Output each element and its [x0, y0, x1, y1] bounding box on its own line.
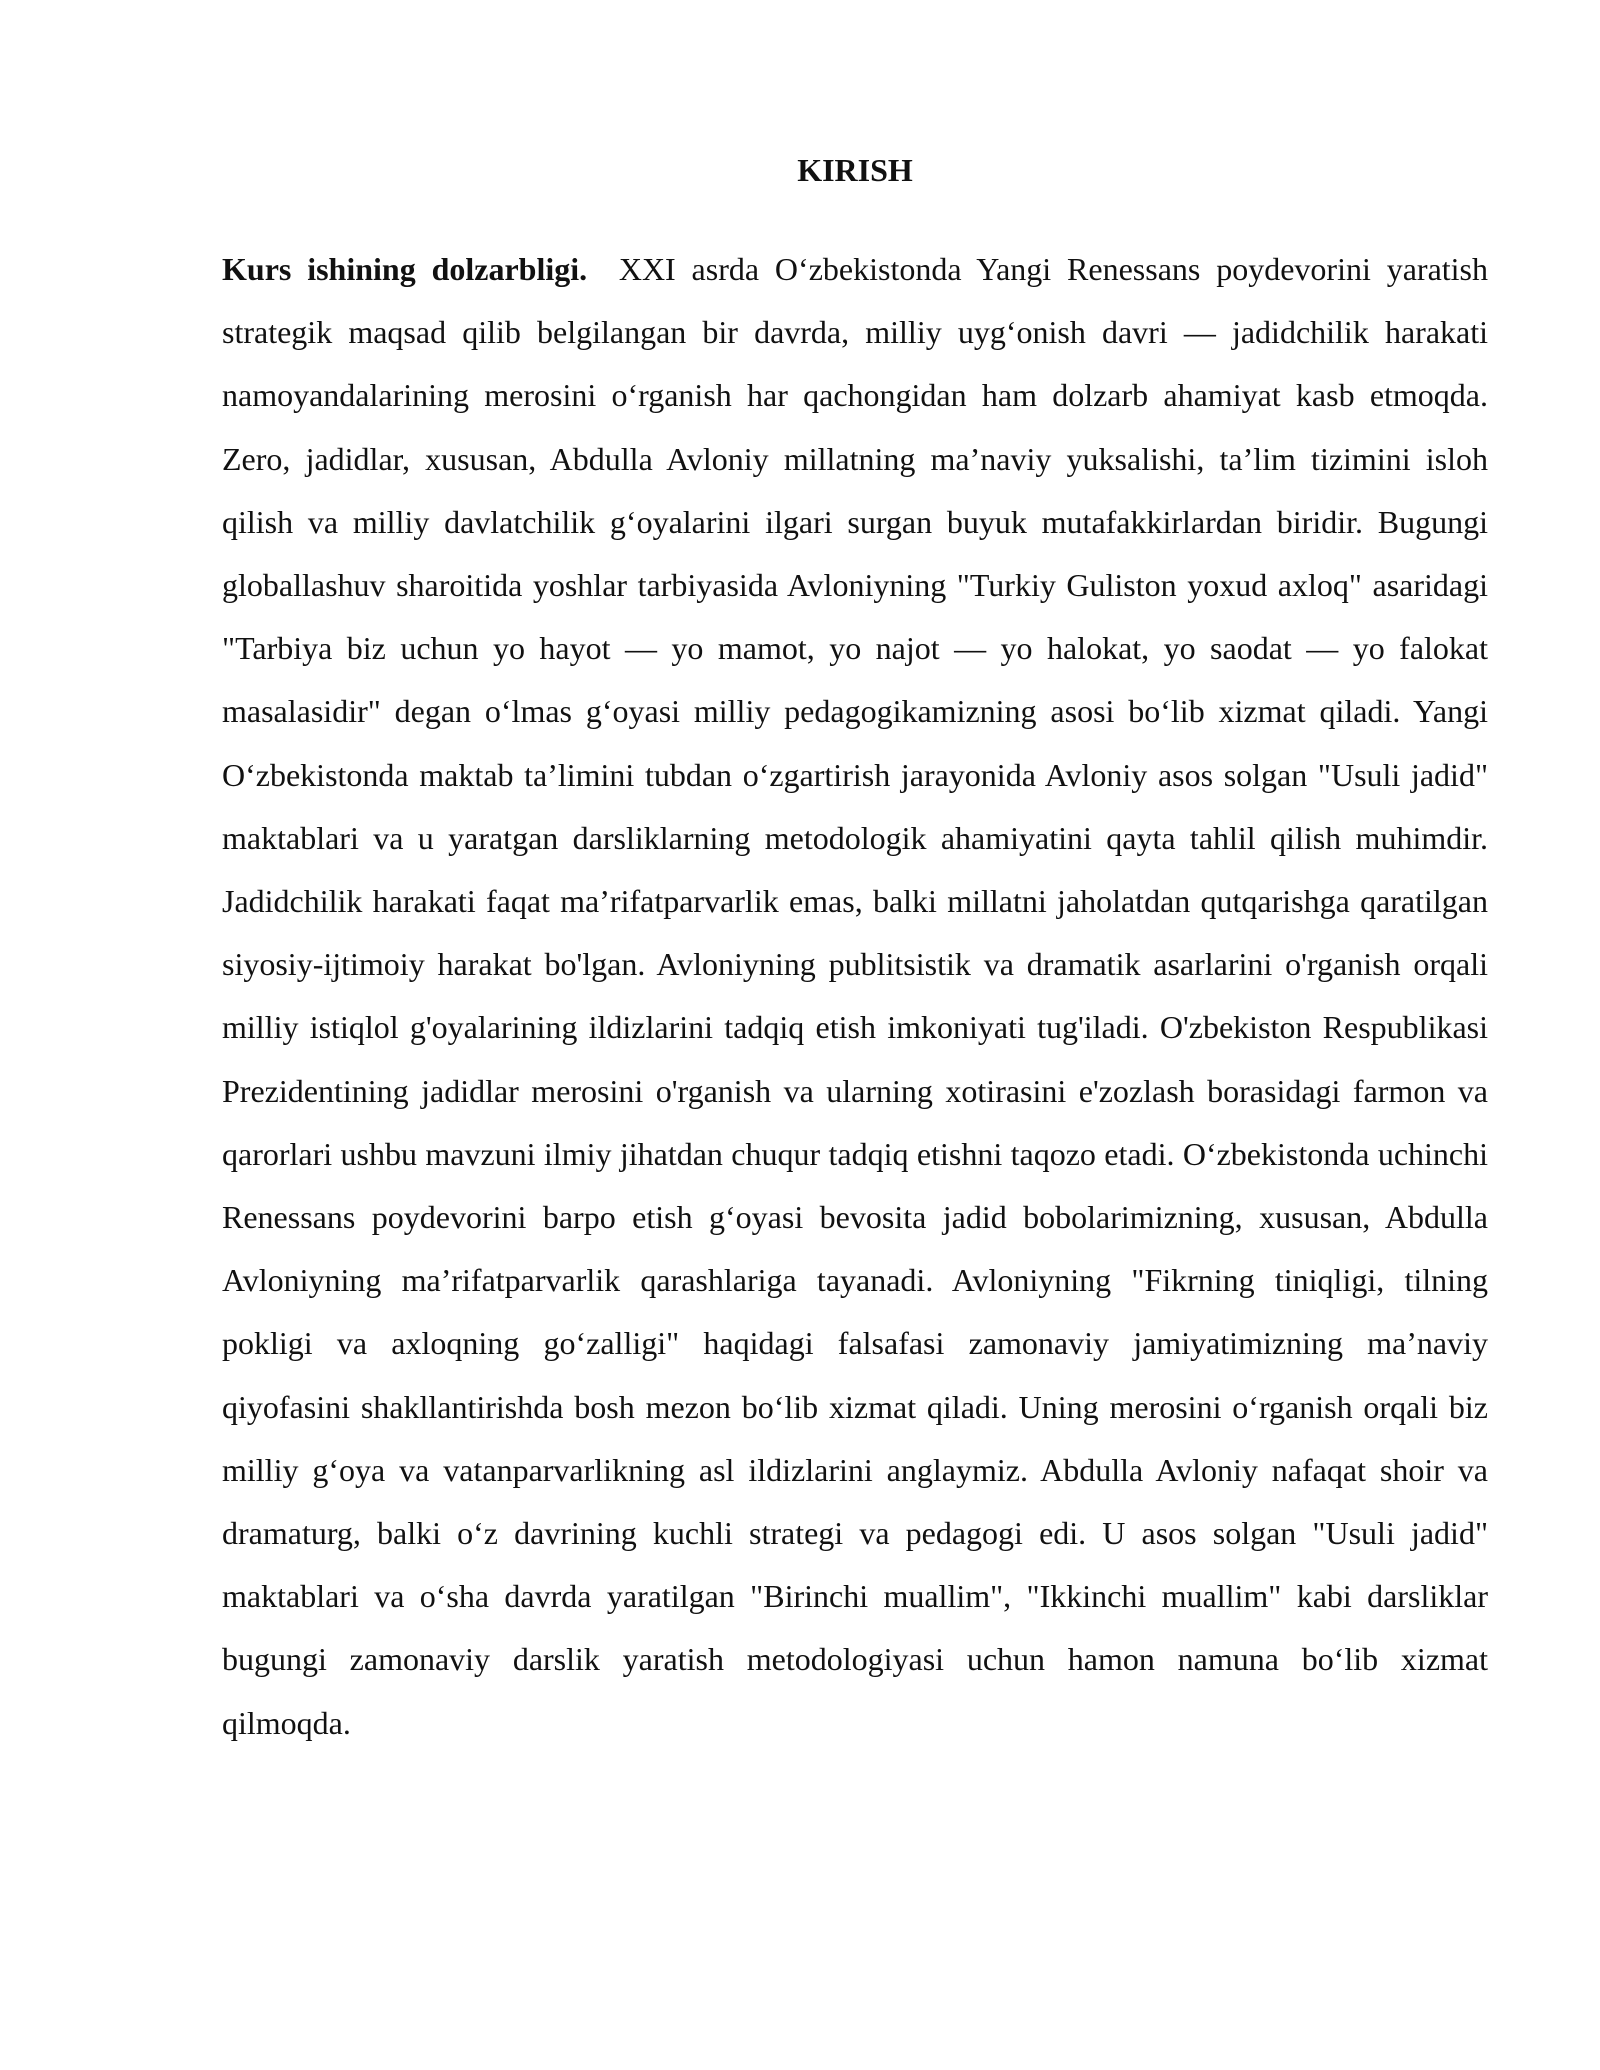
paragraph-text: XXI asrda O‘zbekistonda Yangi Renessans poydevorini yaratish strategik maqsad qilib belgilangan bir davrda, milliy uyg‘onish davri — jadidchilik harakati namoyandalarining merosini o‘rganish har qachongidan ham dolzarb ahamiyat kasb etmoqda. Zero, jadidlar, xususan, Abdulla Avloniy millatning ma’naviy yuksalishi, ta’lim tizimini isloh qilish va milliy davlatchilik g‘oyalarini ilgari surgan buyuk mutafakkirlardan biridir. Bugungi globallashuv sharoitida yoshlar tarbiyasida Avloniyning "Turkiy Guliston yoxud axloq" asaridagi "Tarbiya biz uchun yo hayot — yo mamot, yo najot — yo halokat, yo saodat — yo falokat masalasidir" degan o‘lmas g‘oyasi milliy pedagogikamizning asosi bo‘lib xizmat qiladi. Yangi O‘zbekistonda maktab ta’limini tubdan o‘zgartirish jarayonida Avloniy asos solgan "Usuli jadid" maktablari va u yaratgan darsliklarning metodologik ahamiyatini qayta tahlil qilish muhimdir. Jadidchilik harakati faqat ma’rifatparvarlik emas, balki millatni jaholatdan qutqarishga qaratilgan siyosiy-ijtimoiy harakat bo'lgan. Avloniyning publitsistik va dramatik asarlarini o'rganish orqali milliy istiqlol g'oyalarining ildizlarini tadqiq etish imkoniyati tug'iladi. O'zbekiston Respublikasi Prezidentining jadidlar merosini o'rganish va ularning xotirasini e'zozlash borasidagi farmon va qarorlari ushbu mavzuni ilmiy jihatdan chuqur tadqiq etishni taqozo etadi. O‘zbekistonda uchinchi Renessans poydevorini barpo etish g‘oyasi bevosita jadid bobolarimizning, xususan, Abdulla Avloniyning ma’rifatparvarlik qarashlariga tayanadi. Avloniyning "Fikrning tiniqligi, tilning pokligi va axloqning go‘zalligi" haqidagi falsafasi zamonaviy jamiyatimizning ma’naviy qiyofasini shakllantirishda bosh mezon bo‘lib xizmat qiladi. Uning merosini o‘rganish orqali biz milliy g‘oya va vatanparvarlikning asl ildizlarini anglaymiz. Abdulla Avloniy nafaqat shoir va dramaturg, balki o‘z davrining kuchli strategi va pedagogi edi. U asos solgan "Usuli jadid" maktablari va o‘sha davrda yaratilgan "Birinchi muallim", "Ikkinchi muallim" kabi darsliklar bugungi zamonaviy darslik yaratish metodologiyasi uchun hamon namuna bo‘lib xizmat qilmoqda.	[222, 251, 1488, 1741]
document-page	[222, 150, 1488, 1755]
section-lead: Kurs ishining dolzarbligi.	[222, 251, 588, 287]
body-paragraph	[222, 238, 1488, 1755]
page-title: KIRISH	[797, 152, 913, 188]
